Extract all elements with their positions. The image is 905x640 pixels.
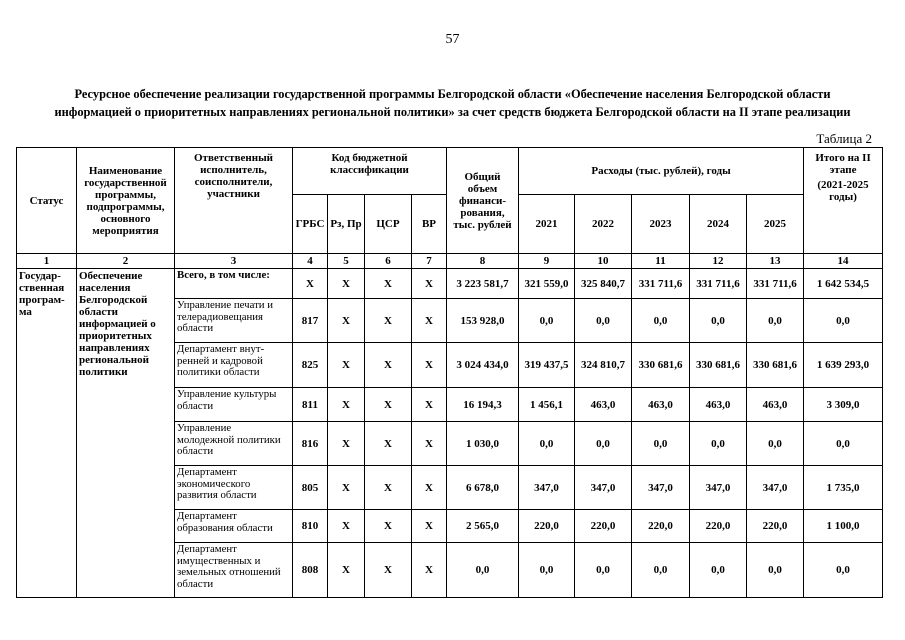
responsible-cell: Департамент имущественных и земельных отношений области: [175, 543, 293, 598]
year-2022-cell: 0,0: [575, 422, 632, 466]
year-2023-cell: 0,0: [632, 299, 690, 343]
header-year-2025: 2025: [747, 195, 804, 254]
stage-total-cell: 1 735,0: [804, 466, 883, 510]
year-2024-cell: 0,0: [690, 299, 747, 343]
year-2022-cell: 0,0: [575, 299, 632, 343]
header-year-2023: 2023: [632, 195, 690, 254]
stage-total-cell: 0,0: [804, 543, 883, 598]
vr-cell: Х: [412, 466, 447, 510]
year-2023-cell: 0,0: [632, 422, 690, 466]
col-number: 7: [412, 254, 447, 269]
document-title: [10, 85, 895, 121]
year-2022-cell: 463,0: [575, 388, 632, 422]
col-number: 13: [747, 254, 804, 269]
responsible-cell: Управление печати и телерадиовещания области: [175, 299, 293, 343]
year-2021-cell: 0,0: [519, 543, 575, 598]
header-year-2022: 2022: [575, 195, 632, 254]
responsible-cell: Департамент внут-ренней и кадровой политики области: [175, 343, 293, 388]
year-2023-cell: 331 711,6: [632, 269, 690, 299]
col-number: 10: [575, 254, 632, 269]
csr-cell: Х: [365, 343, 412, 388]
col-number: 2: [77, 254, 175, 269]
year-2022-cell: 347,0: [575, 466, 632, 510]
year-2021-cell: 0,0: [519, 422, 575, 466]
stage-total-cell: 0,0: [804, 422, 883, 466]
header-program: Наименование государственной программы, подпрограммы, основного мероприятия: [77, 148, 175, 254]
column-numbers-row: [17, 254, 883, 269]
rz-pr-cell: Х: [328, 299, 365, 343]
year-2024-cell: 0,0: [690, 422, 747, 466]
year-2023-cell: 347,0: [632, 466, 690, 510]
col-number: 11: [632, 254, 690, 269]
csr-cell: Х: [365, 422, 412, 466]
csr-cell: Х: [365, 510, 412, 543]
stage-total-cell: 0,0: [804, 299, 883, 343]
rz-pr-cell: Х: [328, 269, 365, 299]
header-year-2024: 2024: [690, 195, 747, 254]
responsible-cell: Департамент образования области: [175, 510, 293, 543]
status-cell: Государ-ственная програм-ма: [17, 269, 77, 598]
responsible-cell: Департамент экономического развития области: [175, 466, 293, 510]
total-volume-cell: 3 024 434,0: [447, 343, 519, 388]
header-total-volume: Общий объем финанси-рования, тыс. рублей: [447, 148, 519, 254]
header-vr: ВР: [412, 195, 447, 254]
year-2023-cell: 330 681,6: [632, 343, 690, 388]
year-2021-cell: 220,0: [519, 510, 575, 543]
year-2025-cell: 347,0: [747, 466, 804, 510]
program-name-cell: Обеспечение населения Белгородской области информацией о приоритетных направлениях региональной политики: [77, 269, 175, 598]
stage-total-cell: 1 639 293,0: [804, 343, 883, 388]
year-2024-cell: 330 681,6: [690, 343, 747, 388]
csr-cell: Х: [365, 466, 412, 510]
year-2023-cell: 463,0: [632, 388, 690, 422]
header-stage-total: [804, 148, 883, 254]
year-2025-cell: 330 681,6: [747, 343, 804, 388]
vr-cell: Х: [412, 422, 447, 466]
grbs-cell: 810: [293, 510, 328, 543]
stage-total-cell: 3 309,0: [804, 388, 883, 422]
year-2024-cell: 0,0: [690, 543, 747, 598]
year-2025-cell: 0,0: [747, 422, 804, 466]
grbs-cell: 805: [293, 466, 328, 510]
rz-pr-cell: Х: [328, 343, 365, 388]
title-line-1: Ресурсное обеспечение реализации государственной программы Белгородской области «Обеспечение населения Белгородской области: [74, 87, 831, 101]
total-volume-cell: 3 223 581,7: [447, 269, 519, 299]
header-budget-code: Код бюджетной классификации: [293, 148, 447, 195]
header-year-2021: 2021: [519, 195, 575, 254]
year-2021-cell: 319 437,5: [519, 343, 575, 388]
col-number: 5: [328, 254, 365, 269]
vr-cell: Х: [412, 343, 447, 388]
year-2024-cell: 220,0: [690, 510, 747, 543]
col-number: 8: [447, 254, 519, 269]
col-number: 12: [690, 254, 747, 269]
col-number: 6: [365, 254, 412, 269]
total-volume-cell: 6 678,0: [447, 466, 519, 510]
year-2022-cell: 325 840,7: [575, 269, 632, 299]
rz-pr-cell: Х: [328, 543, 365, 598]
vr-cell: Х: [412, 543, 447, 598]
year-2023-cell: 0,0: [632, 543, 690, 598]
year-2021-cell: 347,0: [519, 466, 575, 510]
year-2025-cell: 0,0: [747, 299, 804, 343]
year-2024-cell: 331 711,6: [690, 269, 747, 299]
responsible-cell: Всего, в том числе:: [175, 269, 293, 299]
responsible-cell: Управление молодежной политики области: [175, 422, 293, 466]
csr-cell: Х: [365, 543, 412, 598]
year-2025-cell: 331 711,6: [747, 269, 804, 299]
rz-pr-cell: Х: [328, 466, 365, 510]
rz-pr-cell: Х: [328, 510, 365, 543]
table-row: [17, 269, 883, 299]
table-label: Таблица 2: [816, 131, 872, 146]
grbs-cell: Х: [293, 269, 328, 299]
year-2025-cell: 463,0: [747, 388, 804, 422]
csr-cell: Х: [365, 299, 412, 343]
header-csr: ЦСР: [365, 195, 412, 254]
col-number: 14: [804, 254, 883, 269]
year-2024-cell: 463,0: [690, 388, 747, 422]
col-number: 4: [293, 254, 328, 269]
header-stage-total-line-1: Итого на II этапе: [815, 152, 871, 176]
total-volume-cell: 2 565,0: [447, 510, 519, 543]
resource-table: [16, 147, 883, 598]
total-volume-cell: 153 928,0: [447, 299, 519, 343]
col-number: 3: [175, 254, 293, 269]
col-number: 9: [519, 254, 575, 269]
year-2025-cell: 220,0: [747, 510, 804, 543]
year-2021-cell: 0,0: [519, 299, 575, 343]
grbs-cell: 817: [293, 299, 328, 343]
year-2021-cell: 1 456,1: [519, 388, 575, 422]
vr-cell: Х: [412, 510, 447, 543]
rz-pr-cell: Х: [328, 388, 365, 422]
stage-total-cell: 1 100,0: [804, 510, 883, 543]
title-line-2: информацией о приоритетных направлениях региональной политики» за счет средств бюджета Белгородской области на II этапе реализации: [54, 105, 851, 119]
total-volume-cell: 1 030,0: [447, 422, 519, 466]
rz-pr-cell: Х: [328, 422, 365, 466]
header-stage-total-line-2: (2021-2025 годы): [817, 179, 869, 203]
year-2022-cell: 324 810,7: [575, 343, 632, 388]
total-volume-cell: 0,0: [447, 543, 519, 598]
grbs-cell: 808: [293, 543, 328, 598]
total-volume-cell: 16 194,3: [447, 388, 519, 422]
vr-cell: Х: [412, 269, 447, 299]
year-2022-cell: 220,0: [575, 510, 632, 543]
vr-cell: Х: [412, 299, 447, 343]
stage-total-cell: 1 642 534,5: [804, 269, 883, 299]
header-rz-pr: Рз, Пр: [328, 195, 365, 254]
year-2025-cell: 0,0: [747, 543, 804, 598]
header-status: Статус: [17, 148, 77, 254]
grbs-cell: 825: [293, 343, 328, 388]
vr-cell: Х: [412, 388, 447, 422]
header-responsible: Ответственный исполнитель, соисполнители, участники: [175, 148, 293, 254]
year-2021-cell: 321 559,0: [519, 269, 575, 299]
grbs-cell: 811: [293, 388, 328, 422]
grbs-cell: 816: [293, 422, 328, 466]
csr-cell: Х: [365, 269, 412, 299]
year-2024-cell: 347,0: [690, 466, 747, 510]
page-number: 57: [445, 32, 460, 47]
csr-cell: Х: [365, 388, 412, 422]
header-expenses: Расходы (тыс. рублей), годы: [519, 148, 804, 195]
responsible-cell: Управление культуры области: [175, 388, 293, 422]
header-grbs: ГРБС: [293, 195, 328, 254]
year-2023-cell: 220,0: [632, 510, 690, 543]
year-2022-cell: 0,0: [575, 543, 632, 598]
col-number: 1: [17, 254, 77, 269]
